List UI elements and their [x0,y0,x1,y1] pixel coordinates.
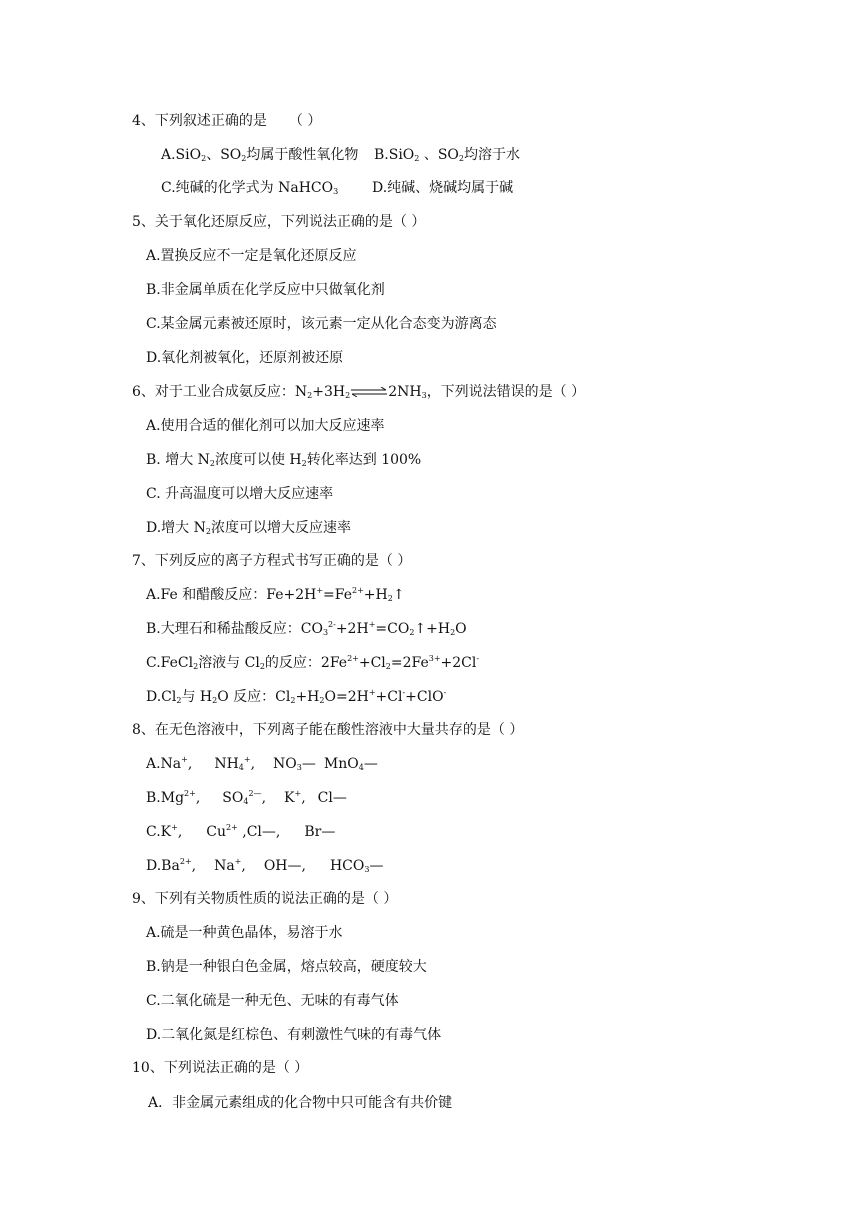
question-6-option-c: C. 升高温度可以增大反应速率 [146,486,334,502]
question-9-stem: 9、下列有关物质性质的说法正确的是（ ） [132,891,398,907]
question-5-option-a: A.置换反应不一定是氧化还原反应 [146,248,357,264]
question-10-option-a: A．非金属元素组成的化合物中只可能含有共价键 [148,1095,453,1111]
question-4-option-c: C.纯碱的化学式为 NaHCO$_3$ [161,180,339,196]
question-7-option-d: $D.Cl_2$与 $H_2O$ 反应：$Cl_2+H_2O=2H^++Cl^-+ClO^-$ [146,688,447,705]
question-4-option-b: B.SiO$_2$ 、$SO_2$均溶于水 [374,147,521,163]
question-5-option-b: B.非金属单质在化学反应中只做氧化剂 [146,282,385,298]
question-8-option-b: $B.Mg^{2+}$, $SO_4^{2—}$, K+, Cl— [146,789,347,806]
question-6-stem: 6、对于工业合成氨反应：$N_2+3H_2$ $2NH_3$，下列说法错误的是（ ） [132,384,586,400]
question-8-stem: 8、在无色溶液中，下列离子能在酸性溶液中大量共存的是（ ） [132,722,524,738]
question-4-stem: 4、下列叙述正确的是 （ ） [132,113,322,129]
question-5-stem: 5、关于氧化还原反应，下列说法正确的是（ ） [132,214,426,230]
question-4-option-d: D.纯碱、烧碱均属于碱 [372,180,514,196]
question-6-option-a: A.使用合适的催化剂可以加大反应速率 [146,418,385,434]
question-10-stem: 10、下列说法正确的是（ ） [132,1060,309,1076]
question-9-option-b: B.钠是一种银白色金属，熔点较高，硬度较大 [146,959,427,975]
question-7-stem: 7、下列反应的离子方程式书写正确的是（ ） [132,553,412,569]
question-8-option-a: A.Na+, $NH_4^+$, $NO_3—$ MnO$_4$— [146,755,378,772]
question-7-option-c: C.FeCl$_2$溶液与 $Cl_2$的反应：$2Fe^{2+}+Cl_2=2Fe^{3+}+2Cl^-$ [146,654,480,671]
question-7-option-b: B.大理石和稀盐酸反应：$CO_3^{2-}+2H^+=CO_2↑+H_2O$ [146,620,467,637]
question-9-option-a: A.硫是一种黄色晶体，易溶于水 [146,925,343,941]
equilibrium-arrow-icon [350,387,388,397]
question-4-option-a: A.SiO$_2$、$SO_2$均属于酸性氧化物 [161,147,359,163]
question-8-option-d: $D.Ba^{2+}$, Na+, OH—, $HCO_3—$ [146,857,384,874]
question-9-option-d: D.二氧化氮是红棕色、有刺激性气味的有毒气体 [146,1027,442,1043]
question-6-option-d: D.增大 $N_2$浓度可以增大反应速率 [146,520,351,536]
question-5-option-d: D.氧化剂被氧化，还原剂被还原 [146,350,344,366]
question-8-option-c: C.K+, $Cu^{2+}$ ,Cl—, Br— [146,823,336,840]
question-5-option-c: C.某金属元素被还原时，该元素一定从化合态变为游离态 [146,316,497,332]
question-9-option-c: C.二氧化硫是一种无色、无味的有毒气体 [146,993,399,1009]
question-7-option-a: A.Fe 和醋酸反应：$Fe+2H^+=Fe^{2+}+H_2↑$ [146,586,405,603]
question-6-option-b: B. 增大 $N_2$浓度可以使 $H_2$转化率达到 100% [146,452,422,468]
